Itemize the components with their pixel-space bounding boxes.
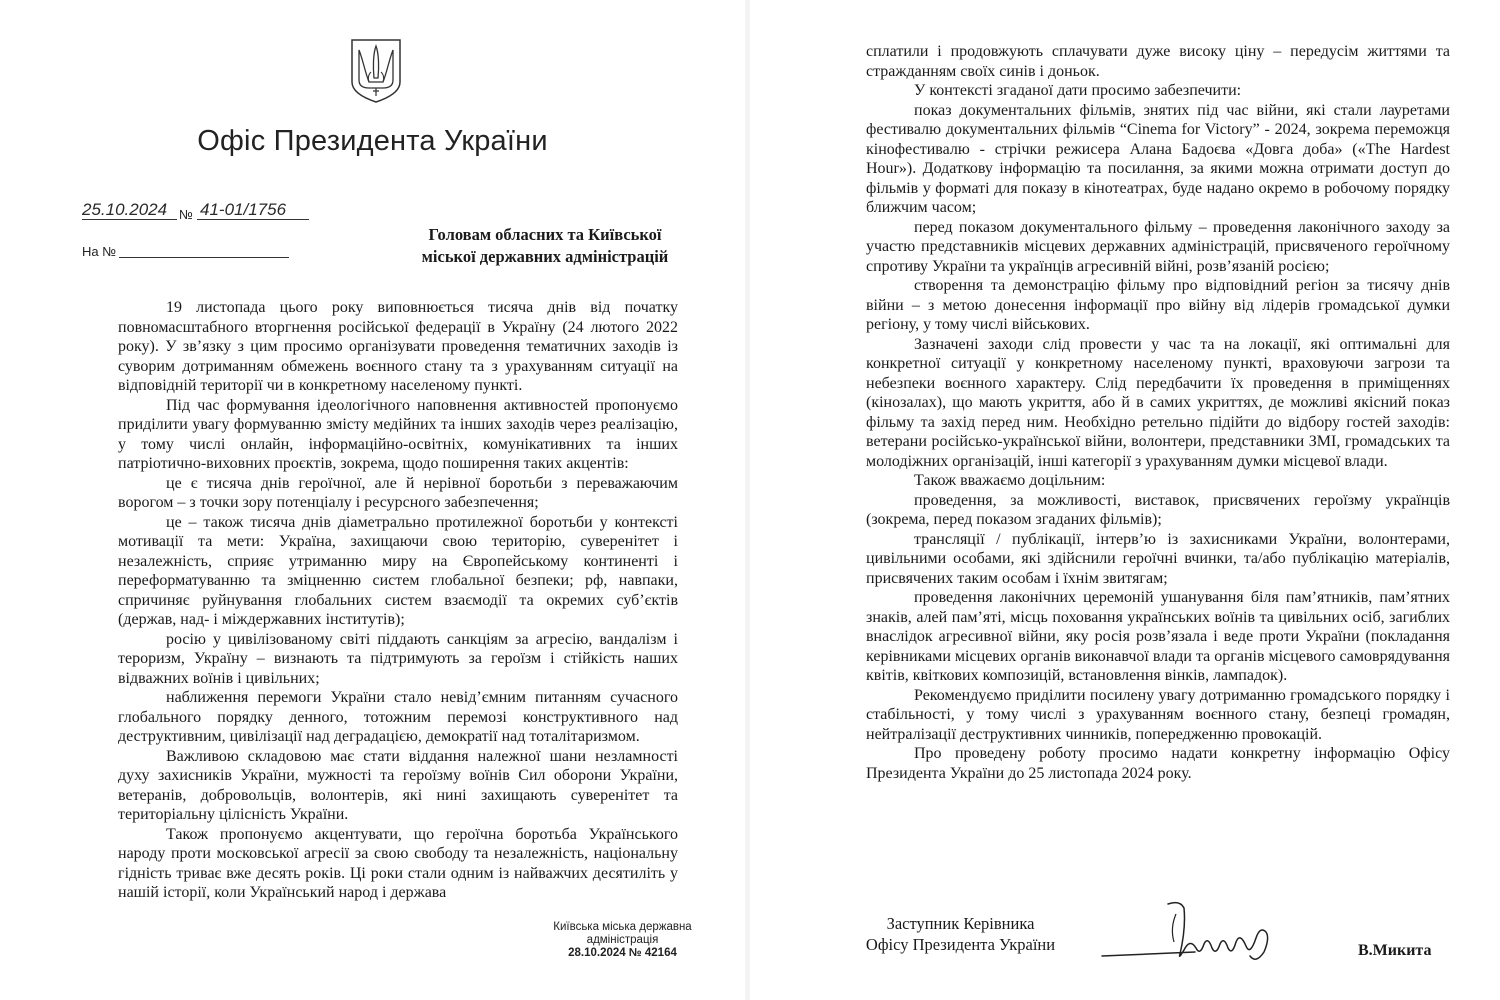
paragraph: Про проведену роботу просимо надати конкретну інформацію Офісу Президента України до 25 листопада 2024 року. (866, 745, 1450, 782)
paragraph: росію у цивілізованому світі піддають санкціям за агресію, вандалізм і тероризм, Україну – визнають та підтримують за героїзм і стійкість наших відважних воїнів і цивільних; (118, 630, 678, 687)
letter-body-page-2 (866, 42, 1450, 783)
paragraph: це є тисяча днів героїчної, але й нерівної боротьби з переважаючим ворогом – з точки зору потенціалу і ресурсного забезпечення; (118, 474, 678, 511)
number-handwritten: 41-01/1756 (200, 200, 287, 219)
addressee (380, 224, 710, 268)
paragraph: Зазначені заходи слід провести у час та на локації, які оптимальні для конкретної ситуації у конкретному населеному пункті, враховуючи загрози та небезпеки воєнного характеру. Слід передбачити їх проведення в приміщеннях (кінозалах), що мають укриття, або й в самих укриттях, де можливі якісний показ фільму та захід перед ним. Необхідно ретельно підійти до відбору гостей заходів: ветерани російсько-української війни, волонтери, представники ЗМІ, громадських та молодіжних організацій, інші категорії з урахуванням думки місцевої влади. (866, 335, 1450, 470)
letter-body-page-1 (118, 298, 678, 903)
paragraph: Рекомендуємо приділити посилену увагу дотриманню громадського порядку і стабільності, у тому числі з урахуванням воєнного стану, безпеці громадян, нейтралізації деструктивних чинників, попередженню провокацій. (866, 686, 1450, 743)
signatory-position-line-1: Заступник Керівника (886, 914, 1035, 933)
paragraph: створення та демонстрацію фільму про відповідний регіон за тисячу днів війни – з метою донесення інформації про війну від лідерів громадської думки регіону, у тому числі військових. (866, 277, 1450, 333)
paragraph: наближення перемоги України стало невід’ємним питанням сучасного глобального порядку денного, тотожним перемозі конструктивного над деструктивним, цивілізації над деградацією, демократії над тоталітаризмом. (118, 689, 678, 745)
office-title: Офіс Президента України (197, 125, 548, 157)
trident-icon (349, 38, 403, 104)
stamp-line-2: адміністрація (586, 934, 659, 946)
handwritten-signature-icon (1100, 898, 1290, 966)
addressee-line-2: міської державних адміністрацій (421, 247, 669, 266)
date-handwritten: 25.10.2024 (82, 200, 168, 219)
signatory-name: В.Микита (1358, 942, 1432, 959)
signatory-position (858, 913, 1063, 955)
paragraph: 19 листопада цього року виповнюється тисяча днів від початку повномасштабного вторгнення російської федерації в Україну (24 лютого 2022 року). У зв’язку з цим просимо організувати проведення тематичних заходів із суворим дотриманням обмежень воєнного стану та з урахуванням ситуації на відповідній території чи в конкретному населеному пункті. (118, 299, 678, 394)
paragraph: проведення лаконічних церемоній ушанування біля пам’ятників, пам’ятних знаків, алей пам’яті, місць поховання українських воїнів та цивільних осіб, загиблих внаслідок агресивної війни, яку росія розв’язала і веде проти України (покладання керівниками місцевих органів виконавчої влади та органів місцевого самоврядування квітів, квіткових композицій, встановлення вінків, лампадок). (866, 589, 1450, 684)
date-underline (82, 219, 177, 220)
reference-label: На № (82, 244, 117, 259)
paragraph: У контексті згаданої дати просимо забезпечити: (914, 82, 1242, 99)
addressee-line-1: Головам обласних та Київської (428, 225, 662, 244)
paragraph: Під час формування ідеологічного наповнення активностей пропонуємо приділити увагу формуванню змісту медійних та інших заходів через реалізацію, у тому числі онлайн, інформаційно-освітніх, комунікативних та інших патріотично-виховних проєктів, зокрема, щодо поширення таких акцентів: (118, 396, 678, 472)
paragraph: трансляції / публікації, інтерв’ю із захисниками України, волонтерами, цивільними особами, які здійснили героїчні вчинки, та/або публікацію матеріалів, присвячених таким особам і їхнім звитягам; (866, 530, 1450, 587)
number-label: № (179, 207, 193, 222)
signatory-position-line-2: Офісу Президента України (865, 935, 1056, 954)
paragraph: проведення, за можливості, виставок, присвячених героїзму українців (зокрема, перед показом згаданих фільмів); (866, 491, 1450, 528)
paragraph: сплатили і продовжують сплачувати дуже високу ціну – передусім життями та стражданням своїх синів і доньок. (866, 43, 1450, 80)
paragraph: Важливою складовою має стати віддання належної шани незламності духу захисників України, мужності та героїзму воїнів Сил оборони України, ветеранів, добровольців, волонтерів, які нині захищають суверенітет та територіальну цілісність України. (118, 747, 678, 823)
paragraph: це – також тисяча днів діаметрально протилежної боротьби у контексті мотивації та мети: Україна, захищаючи свою територію, суверенітет і незалежність, сприяє утриманню миру на Європейському континенті і переформатуванню та зміцненню систем глобальної безпеки; рф, навпаки, спричиняє руйнування глобальних систем взаємодії та окремих суб’єктів (держав, над- і міждержавних інститутів); (118, 513, 678, 628)
stamp-line-1: Київська міська державна (553, 921, 692, 933)
paragraph: Також вважаємо доцільним: (914, 472, 1106, 489)
paragraph: Також пропонуємо акцентувати, що героїчна боротьба Українського народу проти московської агресії за свою свободу та незалежність, національну гідність триває вже десять років. Ці роки стали одним із найважчих десятиліть у нашій історії, коли Український народ і держава (118, 825, 678, 901)
reference-underline (119, 257, 289, 258)
paragraph: перед показом документального фільму – проведення лаконічного заходу за участю представників місцевих державних адміністрацій, присвяченого героїчному спротиву України та українців агресивній війні, розв’язаній росією; (866, 218, 1450, 275)
number-underline (197, 219, 309, 220)
stamp-line-3: 28.10.2024 № 42164 (568, 947, 677, 959)
paragraph: показ документальних фільмів, знятих під час війни, які стали лауретами фестивалю документальних фільмів “Cinema for Victory” - 2024, зокрема переможця кінофестивалю - стрічки режисера Алана Бадоєва «Довга доба» («The Hardest Hour»). Додаткову інформацію та посилання, за якими можна отримати доступ до фільмів у форматі для показу в кінотеатрах, буде надано окремо в робочому порядку ближчим часом; (866, 101, 1450, 216)
registration-stamp (545, 921, 700, 960)
